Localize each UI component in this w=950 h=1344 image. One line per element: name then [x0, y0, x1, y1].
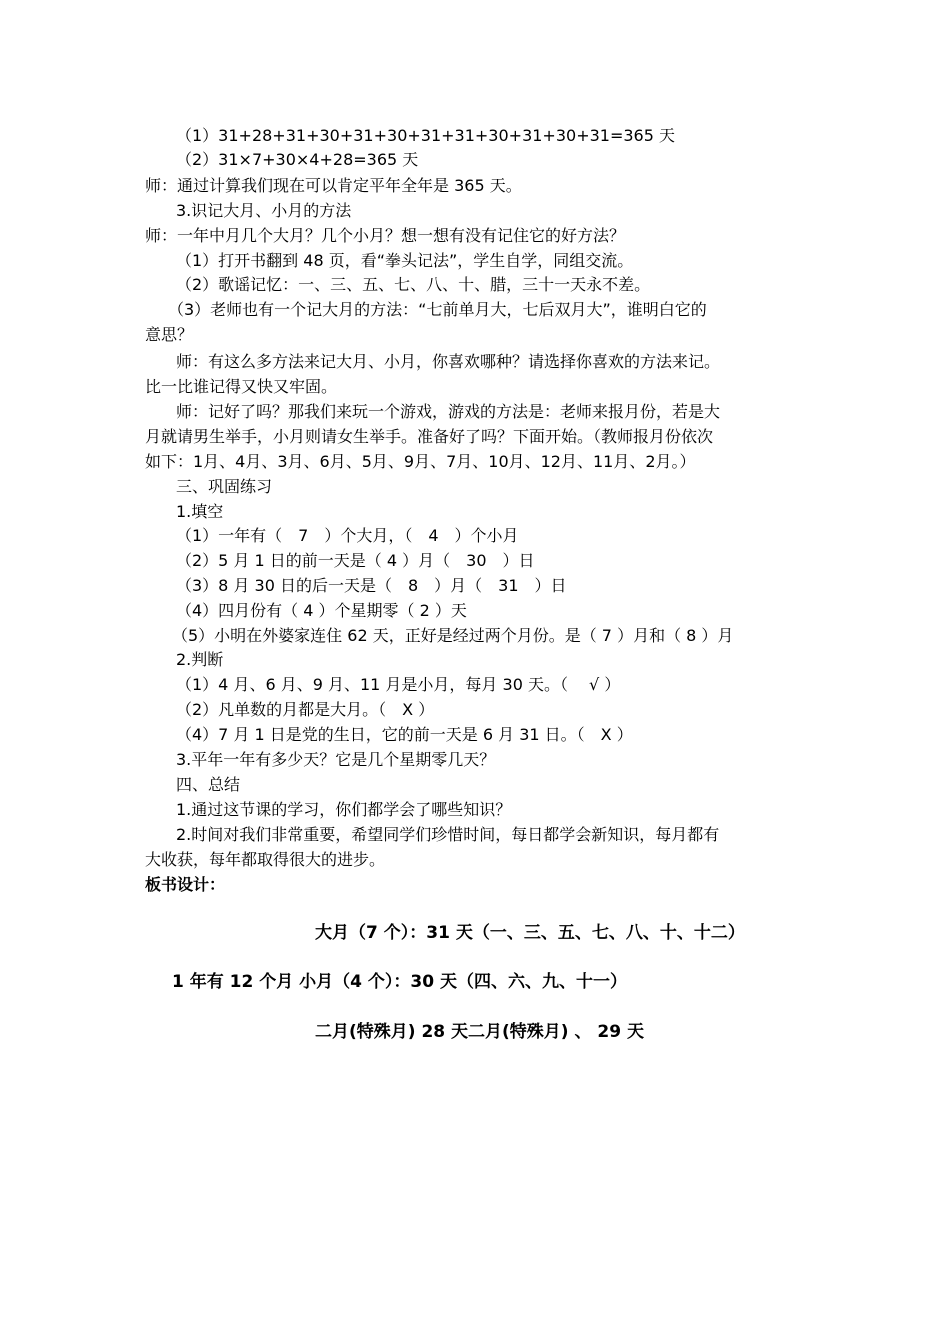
- exercise-item: （4）四月份有（ 4 ）个星期零（ 2 ）天: [176, 601, 467, 620]
- exercise-item: （2）5 月 1 日的前一天是（ 4 ）月（ 30 ）日: [176, 551, 535, 570]
- exercise-item: （5）小明在外婆家连住 62 天，正好是经过两个月份。是（ 7 ）月和（ 8 ）月: [172, 626, 734, 645]
- section-heading: 三、巩固练习: [176, 477, 273, 496]
- text-line: 如下：1月、4月、3月、6月、5月、9月、7月、10月、12月、11月、2月。）: [145, 452, 696, 471]
- text-line: 大收获，每年都取得很大的进步。: [145, 850, 386, 869]
- exercise-item: （3）8 月 30 日的后一天是（ 8 ）月（ 31 ）日: [176, 576, 567, 595]
- board-design-heading: 板书设计：: [145, 875, 226, 894]
- text-line: 月就请男生举手，小月则请女生举手。准备好了吗？下面开始。（教师报月份依次: [145, 427, 714, 446]
- text-line: 师：有这么多方法来记大月、小月，你喜欢哪种？请选择你喜欢的方法来记。: [176, 352, 721, 371]
- text-line: （1）打开书翻到 48 页，看“拳头记法”，学生自学，同组交流。: [176, 251, 634, 270]
- text-line: 师：一年中月几个大月？几个小月？想一想有没有记住它的好方法？: [145, 226, 626, 245]
- subsection-heading: 2.判断: [176, 650, 224, 669]
- text-line: 比一比谁记得又快又牢固。: [145, 377, 338, 396]
- text-line: 1.通过这节课的学习，你们都学会了哪些知识？: [176, 800, 512, 819]
- section-heading: 四、总结: [176, 775, 241, 794]
- section-heading: 3.识记大月、小月的方法: [176, 201, 352, 220]
- text-line: （2）歌谣记忆：一、三、五、七、八、十、腊，三十一天永不差。: [176, 275, 651, 294]
- board-february: 二月(特殊月) 28 天二月(特殊月) 、 29 天: [315, 1022, 644, 1042]
- subsection-heading: 1.填空: [176, 502, 224, 521]
- text-line: 2.时间对我们非常重要，希望同学们珍惜时间，每日都学会新知识，每月都有: [176, 825, 720, 844]
- text-line: 意思？: [145, 325, 194, 344]
- board-small-month: 1 年有 12 个月 小月（4 个）：30 天（四、六、九、十一）: [172, 972, 627, 992]
- exercise-item: （1）4 月、6 月、9 月、11 月是小月，每月 30 天。（ √ ）: [176, 675, 621, 694]
- text-line: （2）31×7+30×4+28=365 天: [176, 150, 419, 169]
- text-line: （1）31+28+31+30+31+30+31+31+30+31+30+31=365 天: [176, 126, 675, 145]
- exercise-item: （2）凡单数的月都是大月。（ X ）: [176, 700, 435, 719]
- text-line: （3）老师也有一个记大月的方法：“七前单月大，七后双月大”，谁明白它的: [168, 300, 707, 319]
- text-line: 师：记好了吗？那我们来玩一个游戏，游戏的方法是：老师来报月份，若是大: [176, 402, 721, 421]
- board-big-month: 大月（7 个）：31 天（一、三、五、七、八、十、十二）: [315, 923, 745, 943]
- subsection-heading: 3.平年一年有多少天？它是几个星期零几天？: [176, 750, 496, 769]
- exercise-item: （1）一年有（ 7 ）个大月，（ 4 ）个小月: [176, 526, 519, 545]
- exercise-item: （4）7 月 1 日是党的生日，它的前一天是 6 月 31 日。（ X ）: [176, 725, 633, 744]
- text-line: 师：通过计算我们现在可以肯定平年全年是 365 天。: [145, 176, 522, 195]
